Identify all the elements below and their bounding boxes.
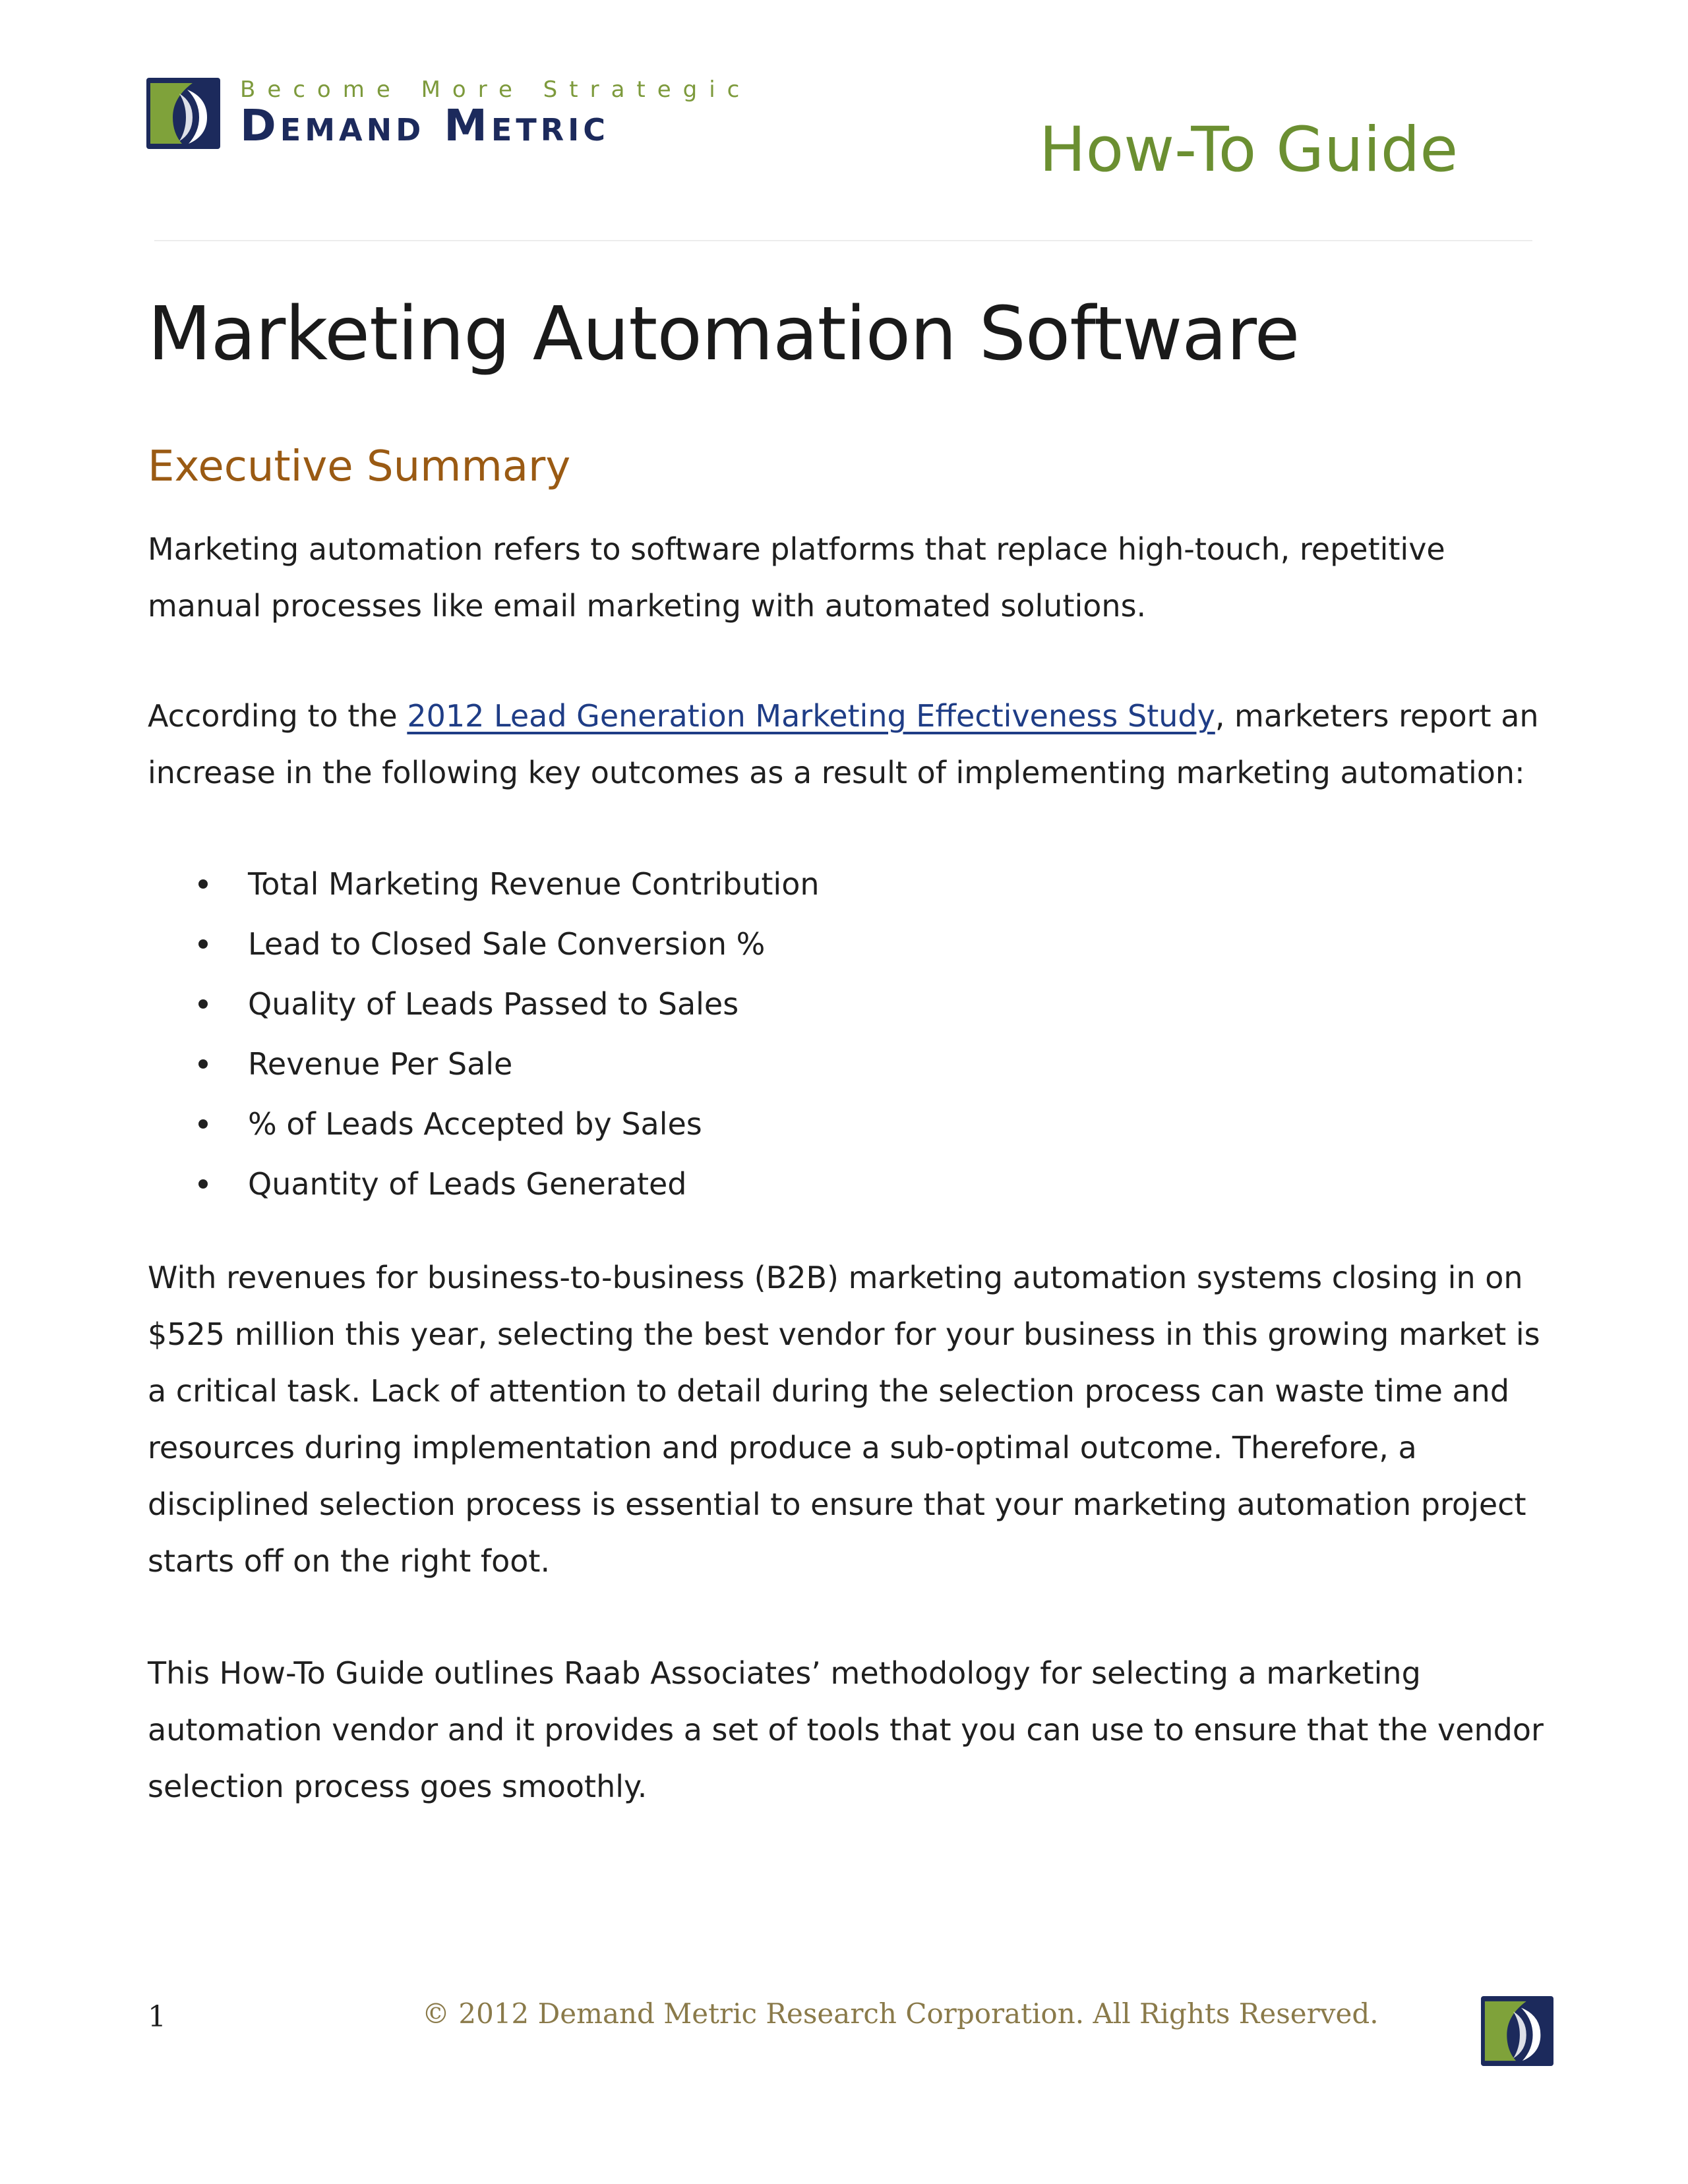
bullet-icon <box>198 879 208 889</box>
list-item <box>148 1154 1532 1214</box>
paragraph-study-lead: According to the <box>148 698 407 734</box>
list-item <box>148 854 1532 914</box>
brand-tagline: Become More Strategic <box>240 76 752 103</box>
paragraph-intro-text: Marketing automation refers to software platforms that replace high-touch, repetitive manual processes like email marketing with automated solutions. <box>148 531 1445 624</box>
brand-name: Demand Metric <box>240 100 610 151</box>
paragraph-study-text <box>148 688 1546 801</box>
list-item <box>148 1094 1532 1154</box>
paragraph-market-text: With revenues for business-to-business (B2B) marketing automation systems closing in on $525 million this year, selecting the best vendor for your business in this growing market is a critical task. Lack of attention to detail during the selection process can waste time and resources during implementation and produce a sub-optimal outcome. Therefore, a disciplined selection process is essential to ensure that your marketing automation project starts off on the right foot. <box>148 1260 1540 1579</box>
section-heading: Executive Summary <box>148 442 571 491</box>
list-item-label: % of Leads Accepted by Sales <box>248 1106 702 1142</box>
document-title: Marketing Automation Software <box>148 291 1300 377</box>
list-item <box>148 1034 1532 1094</box>
list-item <box>148 914 1532 974</box>
demand-metric-logo-icon <box>146 78 220 149</box>
outcomes-list <box>148 854 1532 1214</box>
paragraph-methodology-text: This How-To Guide outlines Raab Associates’ methodology for selecting a marketing automation vendor and it provides a set of tools that you can use to ensure that the vendor selection process goes smoothly. <box>148 1655 1544 1804</box>
bullet-icon <box>198 1059 208 1069</box>
bullet-icon <box>198 1179 208 1189</box>
paragraph-study-rest: , marketers report an increase in the following key outcomes as a result of implementing marketing automation: <box>148 698 1539 790</box>
list-item-label: Quality of Leads Passed to Sales <box>248 986 739 1022</box>
bullet-icon <box>198 999 208 1009</box>
list-item <box>148 974 1532 1034</box>
guide-type-label: How-To Guide <box>1039 114 1459 186</box>
list-item-label: Total Marketing Revenue Contribution <box>248 866 820 902</box>
paragraph-study <box>148 688 1546 801</box>
header-divider <box>154 240 1532 241</box>
list-item-label: Revenue Per Sale <box>248 1046 513 1082</box>
paragraph-market <box>148 1249 1546 1589</box>
page-number: 1 <box>148 2000 166 2034</box>
bullet-icon <box>198 1119 208 1129</box>
study-link[interactable]: 2012 Lead Generation Marketing Effectiveness Study <box>407 698 1215 734</box>
copyright-notice: © 2012 Demand Metric Research Corporation. All Rights Reserved. <box>422 1997 1379 2030</box>
paragraph-methodology <box>148 1645 1546 1815</box>
paragraph-intro <box>148 521 1546 634</box>
footer-logo-icon <box>1481 1995 1553 2067</box>
list-item-label: Lead to Closed Sale Conversion % <box>248 926 766 962</box>
bullet-icon <box>198 939 208 949</box>
list-item-label: Quantity of Leads Generated <box>248 1166 687 1202</box>
